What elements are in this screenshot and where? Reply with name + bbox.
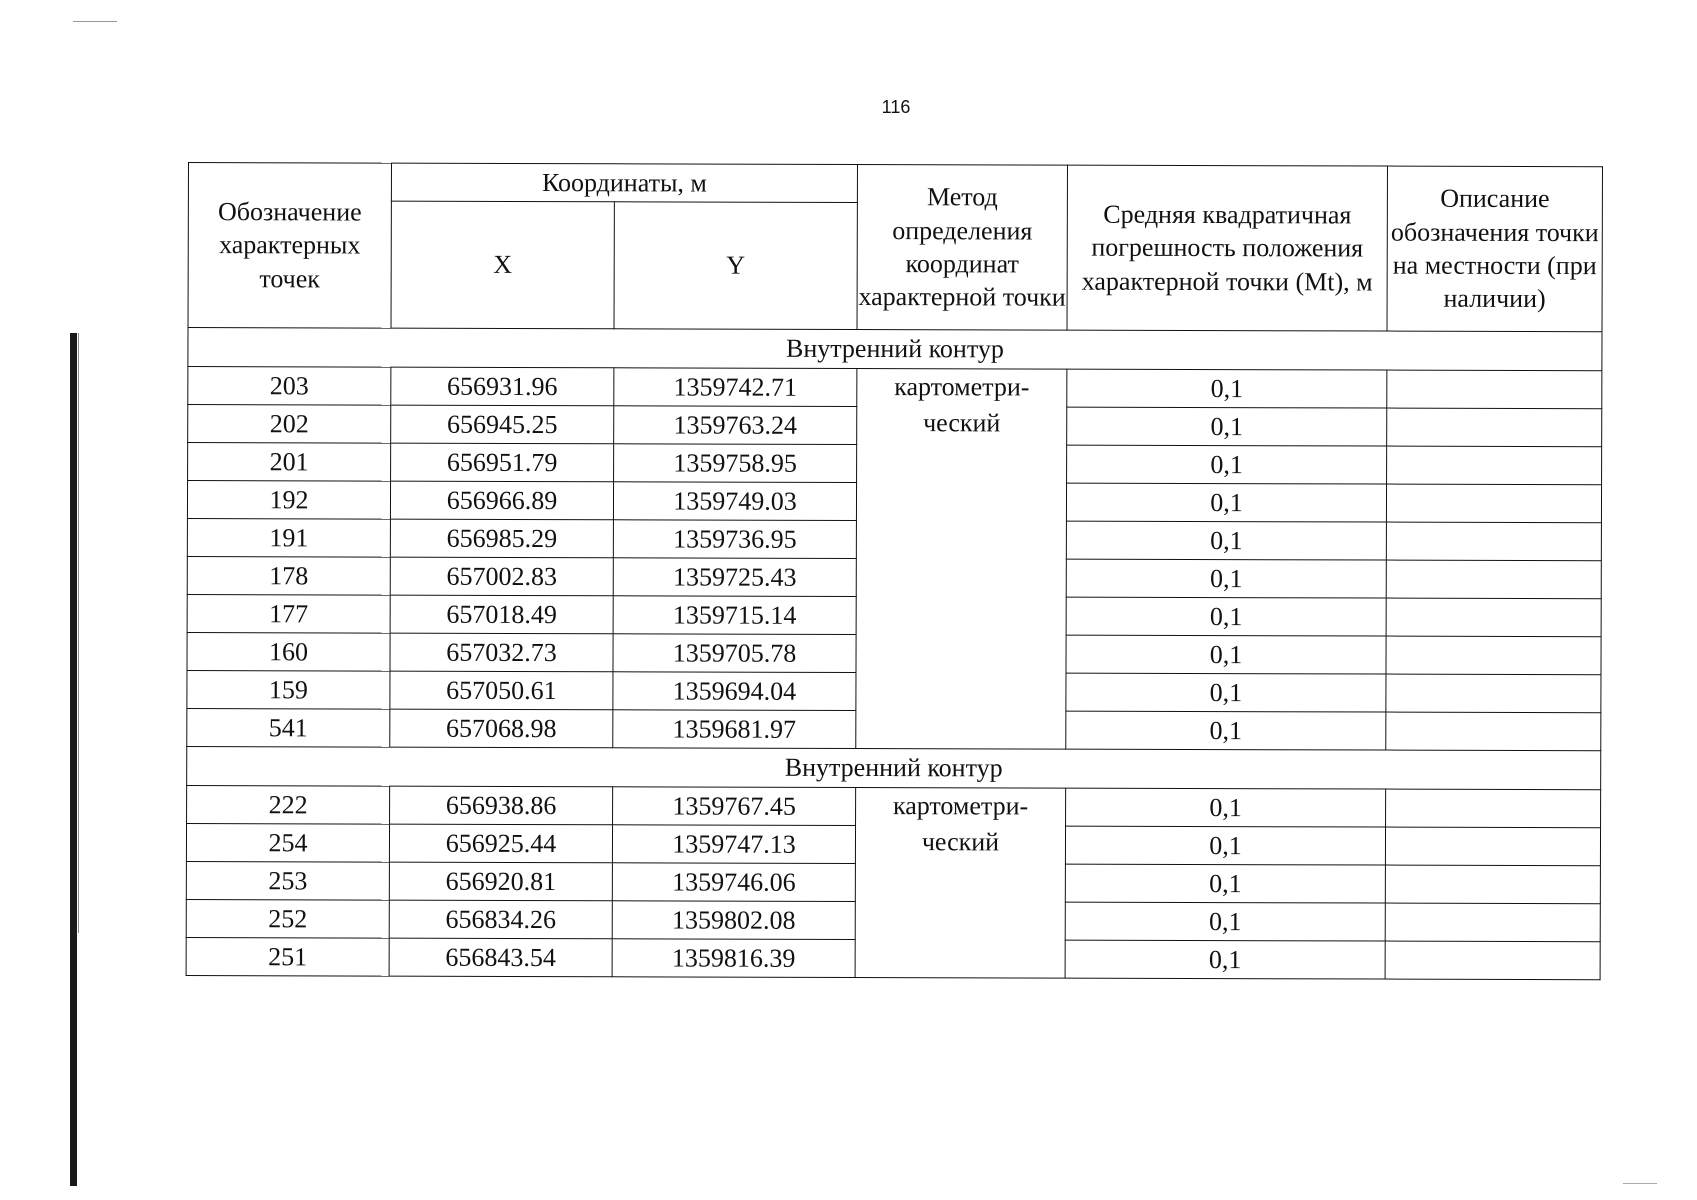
cell-y: 1359763.24 (614, 406, 857, 445)
cell-x: 657050.61 (390, 671, 613, 710)
cell-mt: 0,1 (1066, 483, 1386, 522)
header-x: X (391, 201, 614, 329)
cell-mt: 0,1 (1066, 673, 1386, 712)
cell-point: 252 (186, 899, 389, 938)
cell-point: 222 (187, 785, 390, 824)
cell-x: 657032.73 (390, 633, 613, 672)
cell-point: 178 (187, 556, 390, 595)
cell-description (1386, 789, 1601, 828)
cell-x: 656920.81 (389, 862, 612, 901)
cell-point: 203 (188, 367, 391, 406)
cell-description (1386, 598, 1601, 637)
cell-point: 202 (188, 405, 391, 444)
cell-x: 656834.26 (389, 900, 612, 939)
cell-x: 656945.25 (391, 405, 614, 444)
cell-point: 254 (186, 823, 389, 862)
header-coordinates: Координаты, м (391, 163, 857, 202)
cell-point: 251 (186, 937, 389, 976)
binding-edge-line (78, 333, 79, 933)
header-y: Y (614, 202, 857, 330)
cell-y: 1359746.06 (612, 863, 855, 902)
cell-y: 1359802.08 (612, 901, 855, 940)
page-number: 116 (881, 97, 911, 117)
cell-description (1385, 865, 1600, 904)
cell-y: 1359694.04 (613, 672, 856, 711)
table-row (188, 367, 1602, 409)
header-point-designation: Обозначение характерных точек (188, 163, 391, 329)
header-rmse: Средняя квадратичная погрешность положения характерной точки (Mt), м (1067, 165, 1387, 331)
cell-description (1387, 370, 1602, 409)
cell-x: 656925.44 (389, 824, 612, 863)
cell-point: 191 (187, 518, 390, 557)
cell-y: 1359715.14 (613, 596, 856, 635)
cell-description (1386, 484, 1601, 523)
cell-point: 541 (187, 708, 390, 747)
cell-x: 656966.89 (390, 481, 613, 520)
header-description: Описание обозначения точки на местности (при наличии) (1387, 166, 1602, 332)
cell-x: 656938.86 (390, 786, 613, 825)
section-row (187, 746, 1601, 789)
cell-description (1385, 827, 1600, 866)
cell-x: 656843.54 (389, 938, 612, 977)
cell-description (1387, 408, 1602, 447)
cell-mt: 0,1 (1067, 369, 1387, 408)
cell-point: 192 (187, 481, 390, 520)
cell-point: 201 (188, 443, 391, 482)
cell-mt: 0,1 (1065, 902, 1385, 941)
cell-y: 1359816.39 (612, 939, 855, 978)
cell-y: 1359705.78 (613, 634, 856, 673)
cell-x: 657018.49 (390, 595, 613, 634)
scan-artifact-dash (1623, 1183, 1657, 1184)
cell-point: 159 (187, 670, 390, 709)
cell-x: 657002.83 (390, 557, 613, 596)
coordinates-table (186, 162, 1603, 980)
cell-mt: 0,1 (1066, 521, 1386, 560)
cell-mt: 0,1 (1065, 826, 1385, 865)
cell-point: 253 (186, 861, 389, 900)
scan-artifact-dash (73, 21, 117, 22)
cell-mt: 0,1 (1065, 864, 1385, 903)
cell-point: 177 (187, 594, 390, 633)
cell-description (1385, 903, 1600, 942)
cell-x: 656985.29 (390, 519, 613, 558)
cell-method: картометри-ческий (855, 787, 1066, 978)
cell-description (1386, 522, 1601, 561)
cell-y: 1359758.95 (614, 444, 857, 483)
cell-mt: 0,1 (1066, 635, 1386, 674)
cell-method: картометри-ческий (856, 368, 1067, 749)
section-title: Внутренний контур (188, 328, 1602, 371)
table-body (186, 328, 1602, 980)
cell-x: 656951.79 (391, 443, 614, 482)
header-method: Метод определения координат характерной точки (857, 164, 1067, 330)
section-row (188, 328, 1602, 371)
cell-description (1386, 712, 1601, 751)
section-title: Внутренний контур (187, 746, 1601, 789)
cell-y: 1359725.43 (613, 558, 856, 597)
binding-edge-shadow (70, 333, 77, 1186)
table-header (188, 163, 1602, 332)
cell-y: 1359767.45 (613, 787, 856, 826)
cell-y: 1359747.13 (612, 825, 855, 864)
cell-x: 656931.96 (391, 367, 614, 406)
cell-mt: 0,1 (1067, 407, 1387, 446)
cell-description (1386, 674, 1601, 713)
cell-mt: 0,1 (1066, 711, 1386, 750)
cell-description (1387, 446, 1602, 485)
table-row (187, 785, 1601, 827)
cell-y: 1359736.95 (613, 520, 856, 559)
cell-mt: 0,1 (1067, 445, 1387, 484)
cell-y: 1359749.03 (613, 482, 856, 521)
cell-point: 160 (187, 632, 390, 671)
cell-description (1386, 560, 1601, 599)
cell-description (1386, 636, 1601, 675)
cell-mt: 0,1 (1066, 788, 1386, 827)
cell-x: 657068.98 (390, 709, 613, 748)
cell-y: 1359681.97 (613, 710, 856, 749)
cell-mt: 0,1 (1066, 597, 1386, 636)
cell-y: 1359742.71 (614, 368, 857, 407)
cell-mt: 0,1 (1065, 940, 1385, 979)
cell-description (1385, 941, 1600, 980)
cell-mt: 0,1 (1066, 559, 1386, 598)
